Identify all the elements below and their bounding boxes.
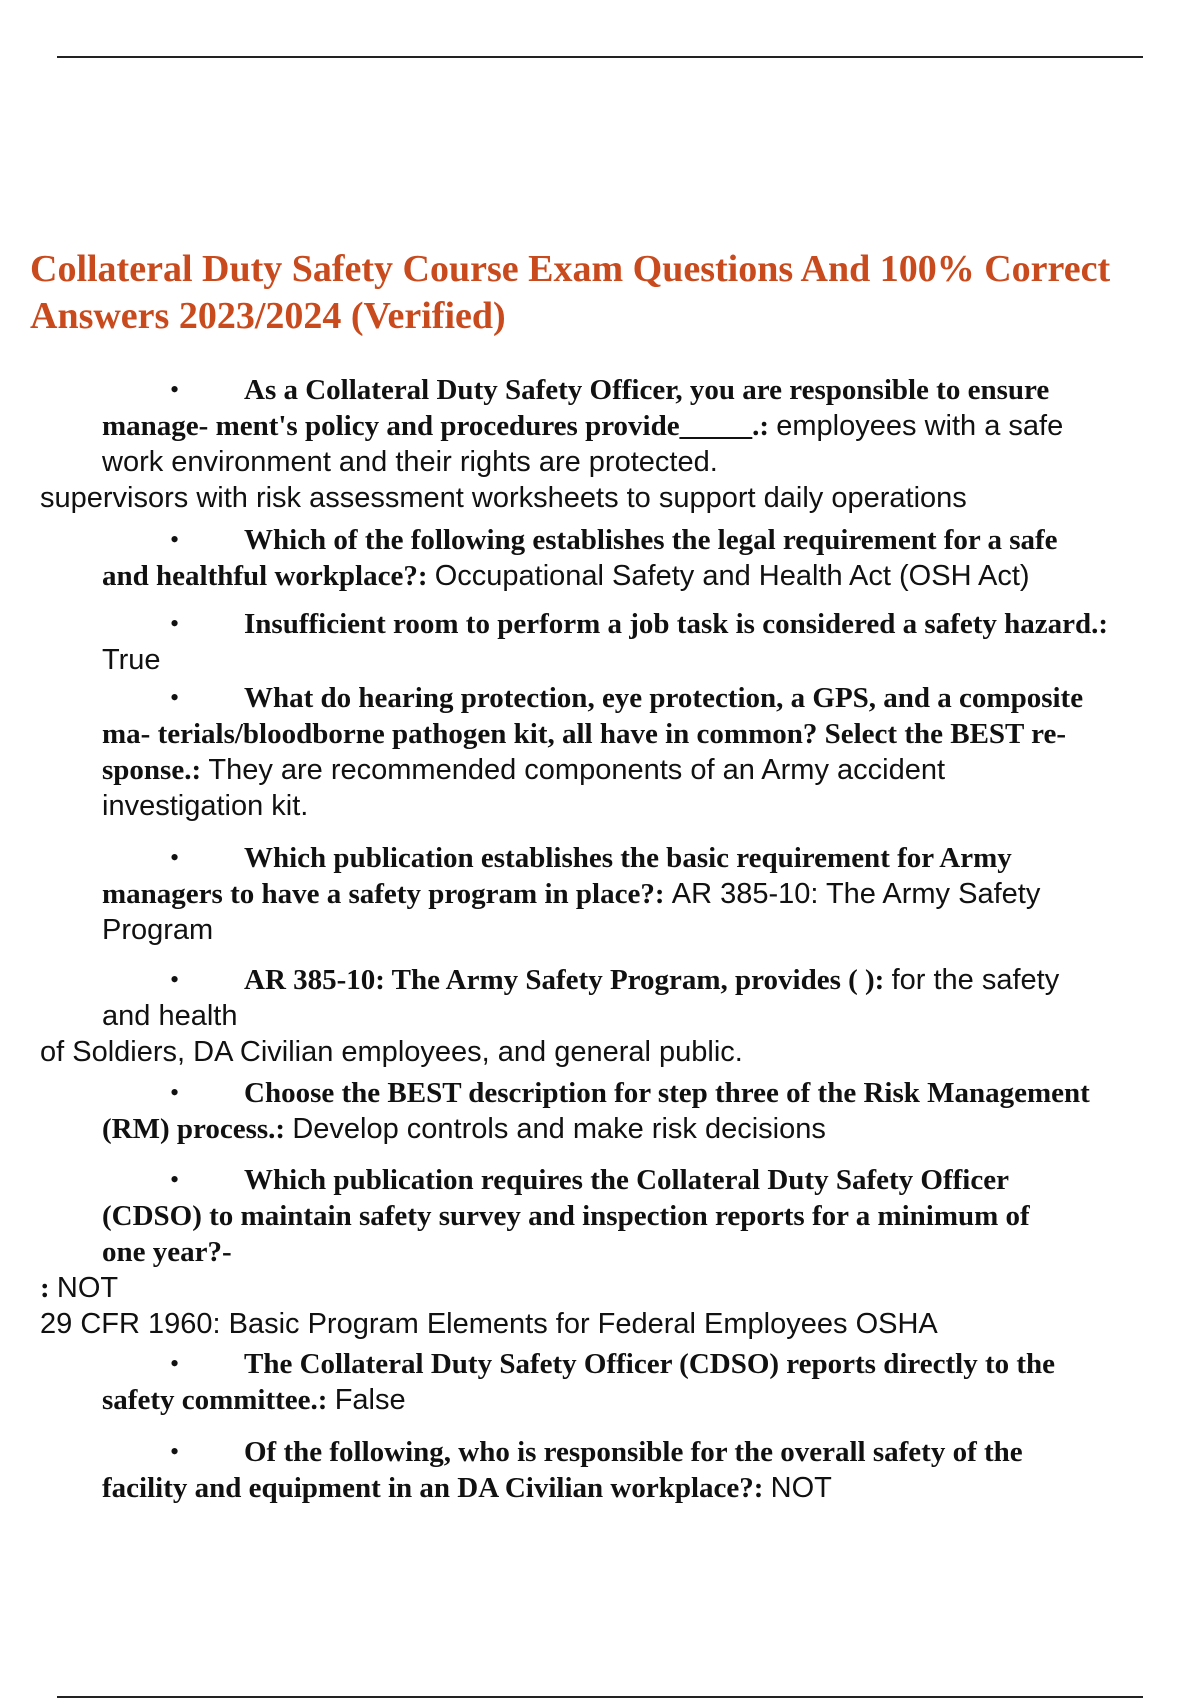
answer-text: True xyxy=(102,644,161,676)
bullet-icon: • xyxy=(170,375,180,404)
bullet-icon: • xyxy=(170,843,180,872)
answer-text: NOT xyxy=(770,1472,832,1504)
qa-item-1 xyxy=(0,372,1200,516)
bullet-icon: • xyxy=(170,683,180,712)
answer-text: for the safety xyxy=(891,964,1060,996)
question-text: Which publication establishes the basic requirement for Army xyxy=(244,842,1012,874)
bottom-rule xyxy=(57,1696,1143,1698)
answer-text: AR 385-10: The Army Safety xyxy=(671,878,1041,910)
bullet-icon: • xyxy=(170,1078,180,1107)
question-text: Insufficient room to perform a job task is considered a safety hazard.: xyxy=(244,608,1109,640)
qa-item-2 xyxy=(0,522,1200,594)
top-rule xyxy=(57,56,1143,58)
answer-text: Occupational Safety and Health Act (OSH Act) xyxy=(434,560,1030,592)
bullet-icon: • xyxy=(170,1437,180,1466)
answer-text: of Soldiers, DA Civilian employees, and general public. xyxy=(40,1036,743,1068)
answer-text: supervisors with risk assessment worksheets to support daily operations xyxy=(40,482,967,514)
bullet-icon: • xyxy=(170,525,180,554)
question-text: Of the following, who is responsible for the overall safety of the xyxy=(244,1436,1023,1468)
question-text: facility and equipment in an DA Civilian workplace?: xyxy=(102,1472,771,1504)
qa-item-6 xyxy=(0,962,1200,1070)
bullet-icon: • xyxy=(170,1165,180,1194)
question-text: Which of the following establishes the legal requirement for a safe xyxy=(244,524,1058,556)
bullet-icon: • xyxy=(170,1349,180,1378)
title-line-1: Collateral Duty Safety Course Exam Questions And 100% Correct xyxy=(30,248,1111,290)
question-text: safety committee.: xyxy=(102,1384,335,1416)
question-text: AR 385-10: The Army Safety Program, provides ( ): xyxy=(244,964,892,996)
answer-text: and health xyxy=(102,1000,238,1032)
title-line-2: Answers 2023/2024 (Verified) xyxy=(30,295,506,337)
qa-item-10 xyxy=(0,1434,1200,1506)
question-text: Which publication requires the Collateral Duty Safety Officer xyxy=(244,1164,1009,1196)
qa-item-7 xyxy=(0,1075,1200,1147)
answer-text: work environment and their rights are protected. xyxy=(102,446,718,478)
question-text: one year?- xyxy=(102,1236,232,1268)
question-text: Choose the BEST description for step three of the Risk Management xyxy=(244,1077,1090,1109)
answer-text: NOT xyxy=(56,1272,119,1304)
question-text: managers to have a safety program in place?: xyxy=(102,878,672,910)
question-text: (CDSO) to maintain safety survey and inspection reports for a minimum of xyxy=(102,1200,1030,1232)
question-text: The Collateral Duty Safety Officer (CDSO) reports directly to the xyxy=(244,1348,1056,1380)
question-text: and healthful workplace?: xyxy=(102,560,435,592)
qa-item-9 xyxy=(0,1346,1200,1418)
answer-text: 29 CFR 1960: Basic Program Elements for Federal Employees OSHA xyxy=(40,1308,938,1340)
qa-item-3 xyxy=(0,606,1200,678)
qa-item-5 xyxy=(0,840,1200,948)
question-text: sponse.: xyxy=(102,754,209,786)
question-text: manage- ment's policy and procedures provide_____.: xyxy=(102,410,777,442)
answer-text: investigation kit. xyxy=(102,790,309,822)
qa-item-8 xyxy=(0,1162,1200,1342)
answer-text: They are recommended components of an Army accident xyxy=(208,754,946,786)
answer-text: Develop controls and make risk decisions xyxy=(292,1113,826,1145)
qa-item-4 xyxy=(0,680,1200,824)
question-text: : xyxy=(40,1272,57,1304)
answer-text: Program xyxy=(102,914,214,946)
answer-text: False xyxy=(334,1384,406,1416)
bullet-icon: • xyxy=(170,965,180,994)
question-text: ma- terials/bloodborne pathogen kit, all have in common? Select the BEST re- xyxy=(102,718,1066,750)
document-title xyxy=(30,246,1190,340)
question-text: What do hearing protection, eye protection, a GPS, and a composite xyxy=(244,682,1084,714)
bullet-icon: • xyxy=(170,609,180,638)
question-text: (RM) process.: xyxy=(102,1113,293,1145)
answer-text: employees with a safe xyxy=(776,410,1064,442)
question-text: As a Collateral Duty Safety Officer, you are responsible to ensure xyxy=(244,374,1050,406)
